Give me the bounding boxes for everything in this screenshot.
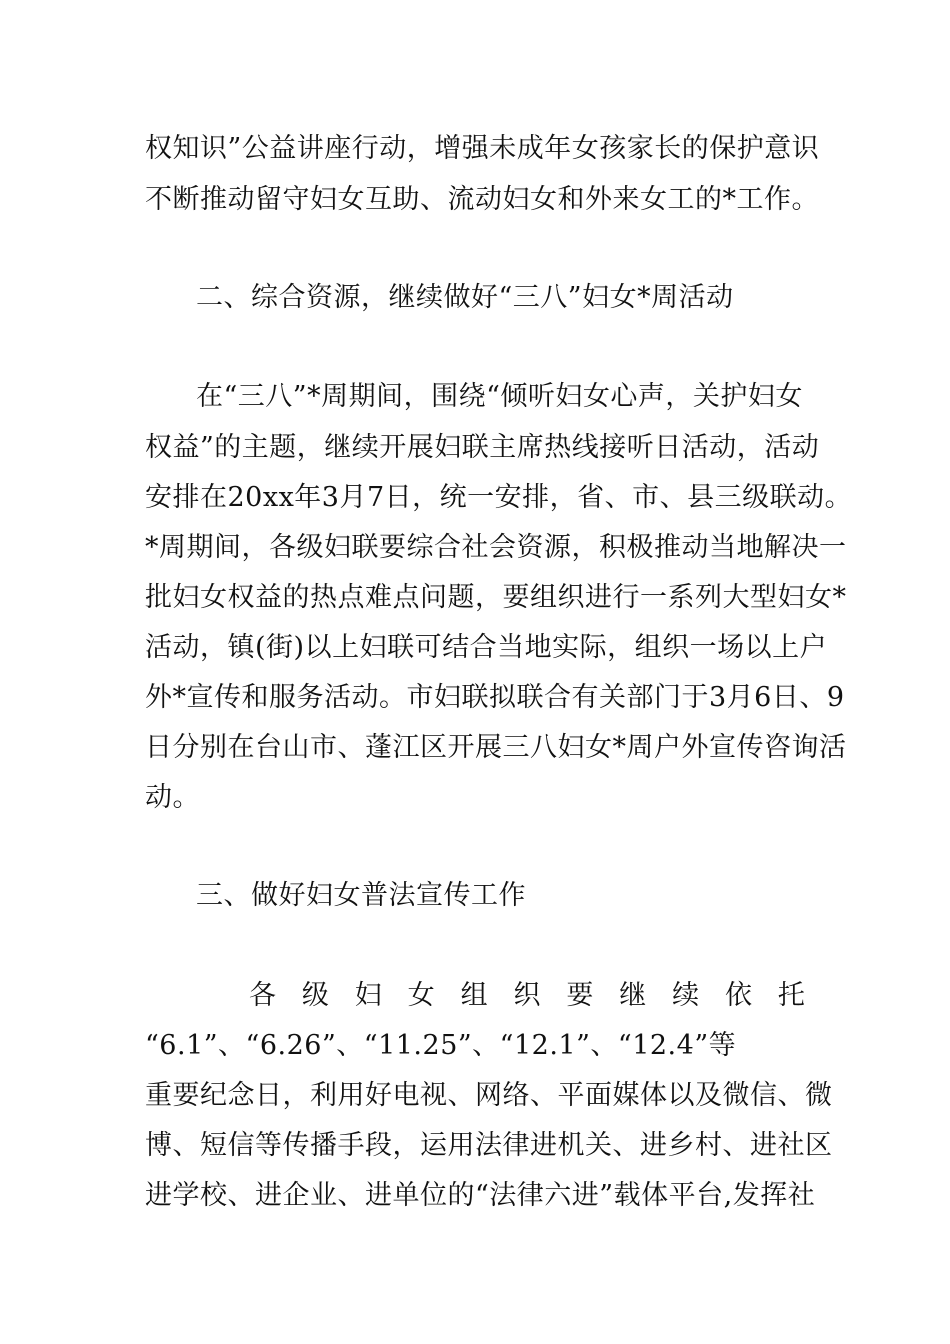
paragraph-3-char: 女 [407, 980, 435, 1011]
paragraph-3-line-1 [249, 980, 805, 1012]
section-2-heading: 二、综合资源，继续做好“三八”妇女*周活动 [196, 282, 734, 313]
paragraph-2-line-7: 外*宣传和服务活动。市妇联拟联合有关部门于3月6日、9 [145, 682, 845, 713]
paragraph-3-char: 依 [725, 980, 753, 1011]
paragraph-2-line-2: 权益”的主题，继续开展妇联主席热线接听日活动，活动 [145, 432, 820, 463]
paragraph-3-char: 要 [566, 980, 594, 1011]
paragraph-3-line-3: 重要纪念日，利用好电视、网络、平面媒体以及微信、微 [145, 1080, 833, 1111]
paragraph-2-line-9: 动。 [145, 782, 200, 813]
section-3-heading: 三、做好妇女普法宣传工作 [196, 880, 526, 911]
paragraph-1-line-1: 权知识”公益讲座行动，增强未成年女孩家长的保护意识 [145, 133, 820, 164]
paragraph-3-char: 级 [301, 980, 329, 1011]
paragraph-2-line-8: 日分别在台山市、蓬江区开展三八妇女*周户外宣传咨询活 [145, 732, 847, 763]
paragraph-3-char: 续 [672, 980, 700, 1011]
paragraph-3-char: 织 [513, 980, 541, 1011]
paragraph-2-line-1: 在“三八”*周期间，围绕“倾听妇女心声，关护妇女 [196, 381, 803, 412]
paragraph-2-line-4: *周期间，各级妇联要综合社会资源，积极推动当地解决一 [145, 532, 847, 563]
paragraph-1-line-2: 不断推动留守妇女互助、流动妇女和外来女工的*工作。 [145, 184, 819, 215]
paragraph-3-char: 继 [619, 980, 647, 1011]
paragraph-3-char: 妇 [354, 980, 382, 1011]
paragraph-3-line-4: 博、短信等传播手段，运用法律进机关、进乡村、进社区 [145, 1130, 833, 1161]
paragraph-3-line-5: 进学校、进企业、进单位的“法律六进”载体平台,发挥社 [145, 1180, 816, 1211]
paragraph-3-line-2: “6.1”、“6.26”、“11.25”、“12.1”、“12.4”等 [145, 1030, 737, 1061]
paragraph-2-line-6: 活动，镇(街)以上妇联可结合当地实际，组织一场以上户 [145, 632, 828, 663]
paragraph-3-char: 组 [460, 980, 488, 1011]
paragraph-3-char: 各 [249, 980, 276, 1011]
paragraph-2-line-5: 批妇女权益的热点难点问题，要组织进行一系列大型妇女* [145, 582, 847, 613]
paragraph-2-line-3: 安排在20xx年3月7日，统一安排，省、市、县三级联动。 [145, 482, 853, 513]
paragraph-3-char: 托 [777, 980, 805, 1011]
